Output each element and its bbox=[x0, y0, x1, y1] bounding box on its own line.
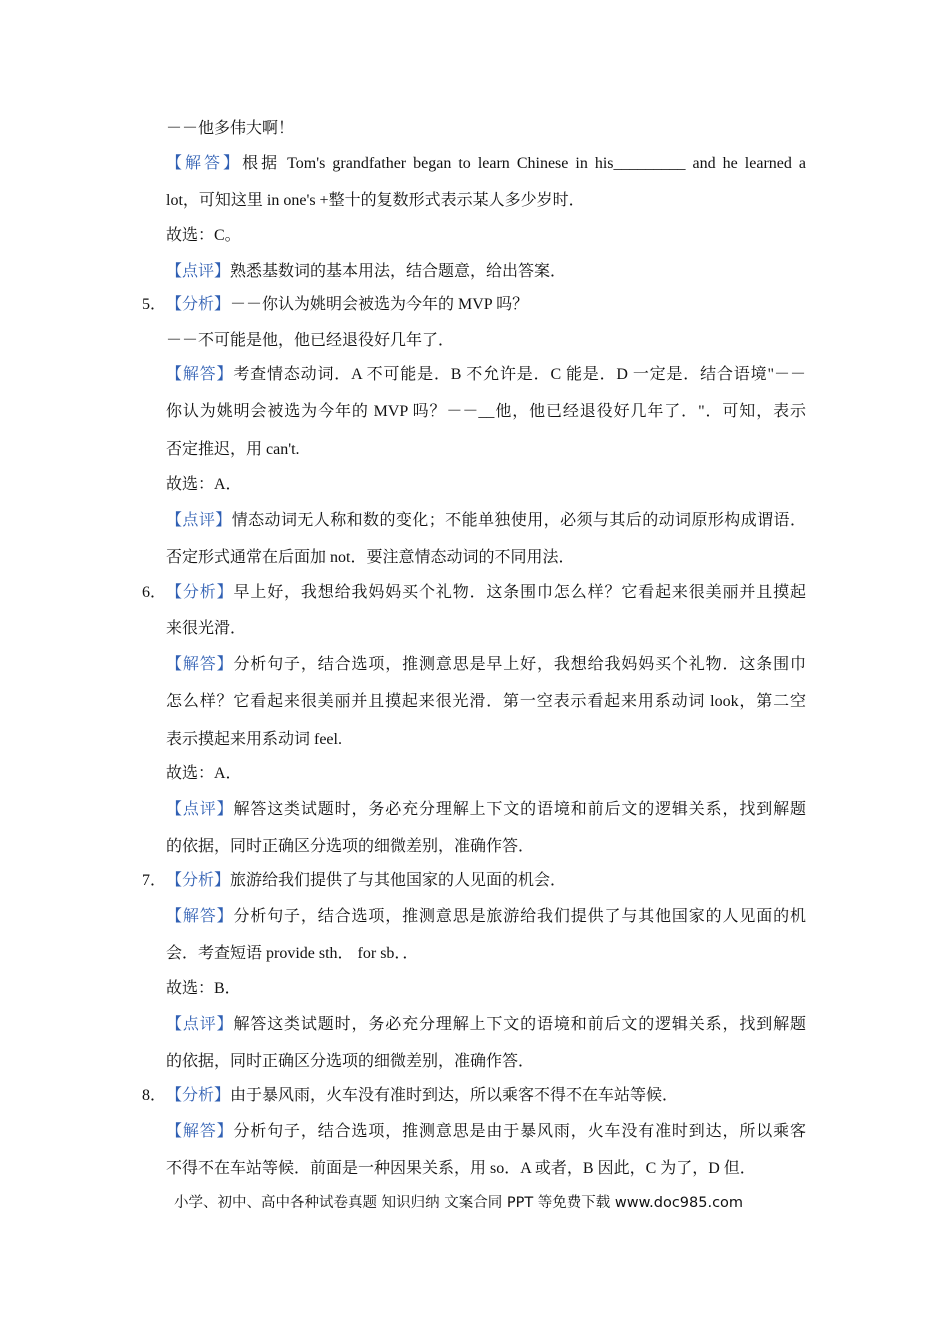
text-line bbox=[166, 837, 534, 857]
line-text: 根据 Tom's grandfather began to learn Chinese in his_________ and he learned a bbox=[242, 155, 806, 172]
section-tag: 【分析】 bbox=[166, 584, 234, 601]
line-text: 考查情态动词．A 不可能是．B 不允许是．C 能是．D 一定是．结合语境"－－ bbox=[233, 366, 806, 383]
text-line bbox=[166, 331, 454, 351]
section-tag: 【解答】 bbox=[166, 1123, 234, 1140]
line-text: 熟悉基数词的基本用法，结合题意，给出答案． bbox=[230, 263, 567, 280]
text-line bbox=[166, 226, 241, 246]
text-line bbox=[166, 871, 566, 891]
line-text: 表示摸起来用系动词 feel. bbox=[166, 731, 342, 748]
text-line bbox=[166, 475, 242, 495]
text-line bbox=[166, 262, 566, 282]
section-tag: 【解答】 bbox=[166, 656, 234, 673]
line-text: 故选：A． bbox=[166, 476, 242, 493]
text-line bbox=[166, 619, 246, 639]
text-line bbox=[166, 1122, 806, 1142]
line-text: 会．考查短语 provide sth． for sb．． bbox=[166, 945, 419, 962]
section-tag: 【分析】 bbox=[166, 872, 231, 889]
line-text: 旅游给我们提供了与其他国家的人见面的机会． bbox=[230, 872, 567, 889]
text-line bbox=[166, 295, 528, 315]
item-number: 6． bbox=[142, 584, 167, 601]
section-tag: 【解答】 bbox=[166, 366, 234, 383]
section-tag: 【解答】 bbox=[166, 908, 234, 925]
line-text: －－你认为姚明会被选为今年的 MVP 吗？ bbox=[230, 296, 529, 313]
line-text: －－他多伟大啊！ bbox=[166, 120, 295, 137]
line-text: 故选：B． bbox=[166, 980, 241, 997]
line-text: 的依据，同时正确区分选项的细微差别，准确作答． bbox=[166, 1053, 535, 1070]
text-line bbox=[166, 764, 242, 784]
section-tag: 【点评】 bbox=[166, 801, 234, 818]
line-text: 分析句子，结合选项，推测意思是早上好，我想给我妈妈买个礼物．这条围巾 bbox=[233, 656, 806, 673]
text-line bbox=[166, 979, 241, 999]
line-text: 的依据，同时正确区分选项的细微差别，准确作答． bbox=[166, 838, 535, 855]
text-line bbox=[166, 944, 418, 964]
text-line bbox=[166, 800, 806, 820]
item-number: 5． bbox=[142, 296, 167, 313]
text-line bbox=[166, 1015, 806, 1035]
section-tag: 【分析】 bbox=[166, 296, 231, 313]
line-text: 否定形式通常在后面加 not．要注意情态动词的不同用法． bbox=[166, 549, 575, 566]
item-number: 7． bbox=[142, 872, 167, 889]
page-footer: 小学、初中、高中各种试卷真题 知识归纳 文案合同 PPT 等免费下载 www.doc985.com bbox=[174, 1195, 744, 1211]
line-text: lot，可知这里 in one's +整十的复数形式表示某人多少岁时． bbox=[166, 192, 585, 209]
line-text: 分析句子，结合选项，推测意思是旅游给我们提供了与其他国家的人见面的机 bbox=[233, 908, 806, 925]
line-text: 解答这类试题时，务必充分理解上下文的语境和前后文的逻辑关系，找到解题 bbox=[233, 801, 806, 818]
line-text: 分析句子，结合选项，推测意思是由于暴风雨，火车没有准时到达，所以乘客 bbox=[233, 1123, 806, 1140]
item-number: 8． bbox=[142, 1087, 167, 1104]
line-text: 早上好，我想给我妈妈买个礼物．这条围巾怎么样？它看起来很美丽并且摸起 bbox=[233, 584, 806, 601]
section-tag: 【解答】 bbox=[166, 155, 243, 172]
line-text: 由于暴风雨，火车没有准时到达，所以乘客不得不在车站等候． bbox=[230, 1087, 679, 1104]
line-text: －－不可能是他，他已经退役好几年了． bbox=[166, 332, 455, 349]
text-line bbox=[166, 548, 574, 568]
text-line bbox=[166, 191, 585, 211]
text-line bbox=[166, 365, 806, 385]
text-line bbox=[166, 583, 806, 603]
section-tag: 【点评】 bbox=[166, 263, 231, 280]
line-text: 解答这类试题时，务必充分理解上下文的语境和前后文的逻辑关系，找到解题 bbox=[233, 1016, 806, 1033]
line-text: 不得不在车站等候．前面是一种因果关系，用 so．A 或者，B 因此，C 为了，D 但． bbox=[166, 1160, 756, 1177]
line-text: 故选：C。 bbox=[166, 227, 241, 244]
text-line bbox=[166, 402, 806, 422]
section-tag: 【分析】 bbox=[166, 1087, 231, 1104]
line-text: 你认为姚明会被选为今年的 MVP 吗？－－__他，他已经退役好几年了．"．可知，表示 bbox=[166, 403, 806, 420]
section-tag: 【点评】 bbox=[166, 1016, 234, 1033]
line-text: 怎么样？它看起来很美丽并且摸起来很光滑．第一空表示看起来用系动词 look，第二空 bbox=[166, 693, 806, 710]
text-line bbox=[166, 692, 806, 712]
text-line bbox=[166, 154, 806, 174]
text-line bbox=[166, 440, 300, 460]
text-line bbox=[166, 119, 294, 139]
section-tag: 【点评】 bbox=[166, 512, 232, 529]
text-line bbox=[166, 907, 806, 927]
text-line bbox=[166, 655, 806, 675]
text-line bbox=[166, 511, 806, 531]
line-text: 来很光滑． bbox=[166, 620, 247, 637]
line-text: 否定推迟，用 can't. bbox=[166, 441, 300, 458]
text-line bbox=[166, 730, 342, 750]
line-text: 故选：A． bbox=[166, 765, 242, 782]
text-line bbox=[166, 1086, 678, 1106]
text-line bbox=[166, 1159, 756, 1179]
text-line bbox=[166, 1052, 534, 1072]
line-text: 情态动词无人称和数的变化；不能单独使用，必须与其后的动词原形构成谓语． bbox=[231, 512, 806, 529]
